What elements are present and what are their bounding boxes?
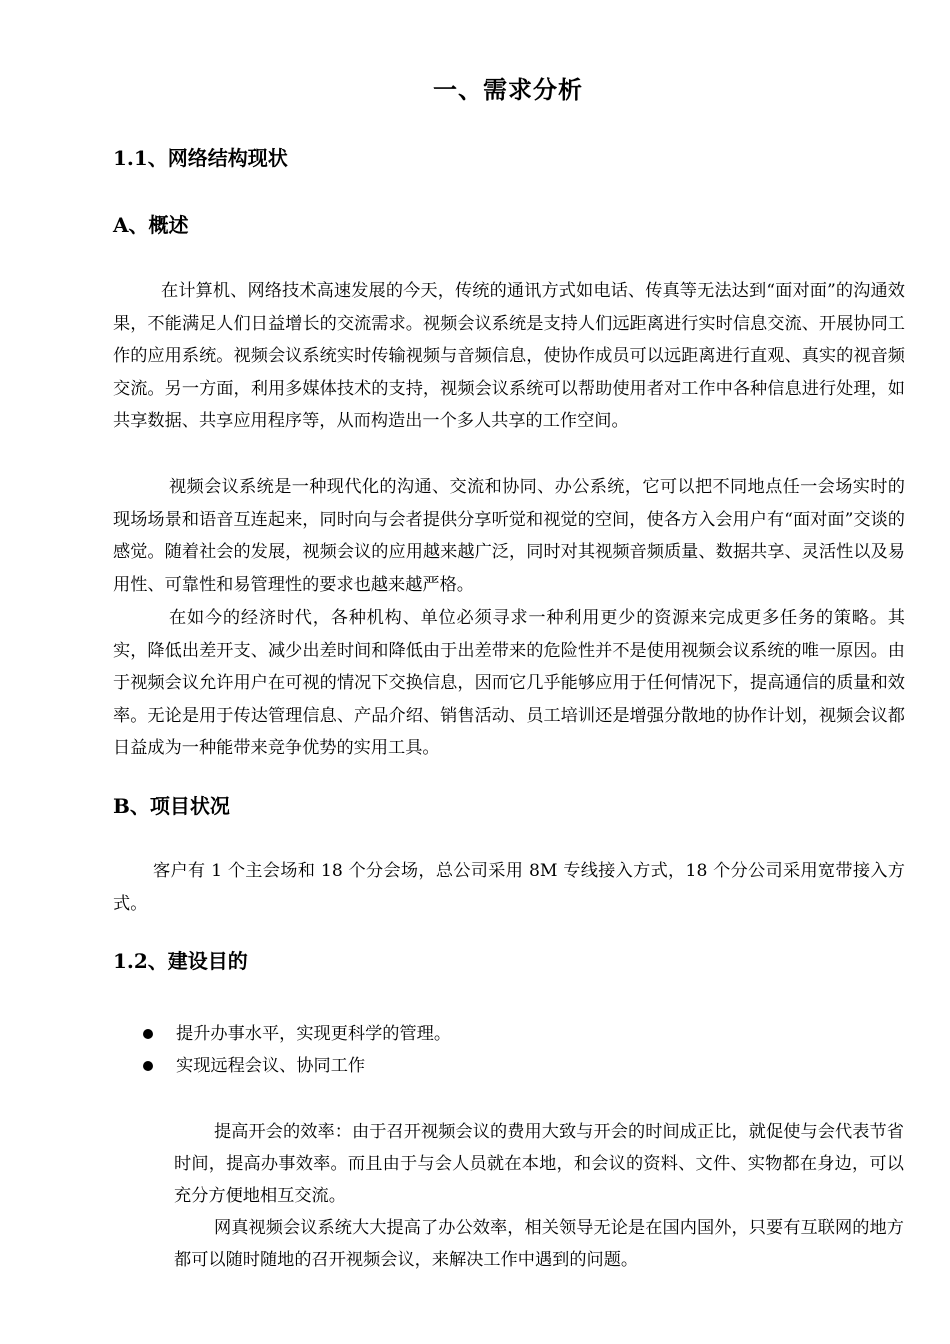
- paragraph-overview-3: 在如今的经济时代，各种机构、单位必须寻求一种利用更少的资源来完成更多任务的策略。其实，降低出差开支、减少出差时间和降低由于出差带来的危险性并不是使用视频会议系统的唯一原因。由于视频会议允许用户在可视的情况下交换信息，因而它几乎能够应用于任何情况下，提高通信的质量和效率。无论是用于传达管理信息、产品介绍、销售活动、员工培训还是增强分散地的协作计划，视频会议都日益成为一种能带来竞争优势的实用工具。: [113, 608, 905, 759]
- list-item: [140, 1050, 900, 1082]
- bullet-icon: [143, 1029, 153, 1039]
- paragraph-overview-1: 在计算机、网络技术高速发展的今天，传统的通讯方式如电话、传真等无法达到“面对面”的沟通效果，不能满足人们日益增长的交流需求。视频会议系统是支持人们远距离进行实时信息交流、开展协同工作的应用系统。视频会议系统实时传输视频与音频信息，使协作成员可以远距离进行直观、真实的视音频交流。另一方面，利用多媒体技术的支持，视频会议系统可以帮助使用者对工作中各种信息进行处理，如共享数据、共享应用程序等，从而构造出一个多人共享的工作空间。: [113, 281, 905, 432]
- list-item: [140, 1018, 900, 1050]
- paragraph-telepresence: 网真视频会议系统大大提高了办公效率，相关领导无论是在国内国外，只要有互联网的地方都可以随时随地的召开视频会议，来解决工作中遇到的问题。: [174, 1218, 904, 1270]
- page-title: 一、需求分析: [433, 75, 583, 104]
- paragraph-project-status: 客户有 1 个主会场和 18 个分会场，总公司采用 8M 专线接入方式，18 个分公司采用宽带接入方式。: [113, 861, 905, 914]
- list-item-text: 提升办事水平，实现更科学的管理。: [176, 1024, 452, 1044]
- subsection-heading-a: A、概述: [113, 213, 189, 237]
- paragraph-overview-2: 视频会议系统是一种现代化的沟通、交流和协同、办公系统，它可以把不同地点任一会场实时的现场场景和语音互连起来，同时向与会者提供分享听觉和视觉的空间，使各方入会用户有“面对面”交谈的感觉。随着社会的发展，视频会议的应用越来越广泛，同时对其视频音频质量、数据共享、灵活性以及易用性、可靠性和易管理性的要求也越来越严格。: [113, 477, 905, 595]
- list-item-text: 实现远程会议、协同工作: [176, 1056, 366, 1076]
- goals-list: [140, 1018, 900, 1082]
- paragraph-efficiency: 提高开会的效率：由于召开视频会议的费用大致与开会的时间成正比，就促使与会代表节省时间，提高办事效率。而且由于与会人员就在本地，和会议的资料、文件、实物都在身边，可以充分方便地相互交流。: [174, 1122, 904, 1206]
- bullet-icon: [143, 1061, 153, 1071]
- subsection-heading-b: B、项目状况: [113, 794, 230, 818]
- section-heading-1-1: 1.1、网络结构现状: [113, 146, 288, 170]
- section-heading-1-2: 1.2、建设目的: [113, 949, 248, 973]
